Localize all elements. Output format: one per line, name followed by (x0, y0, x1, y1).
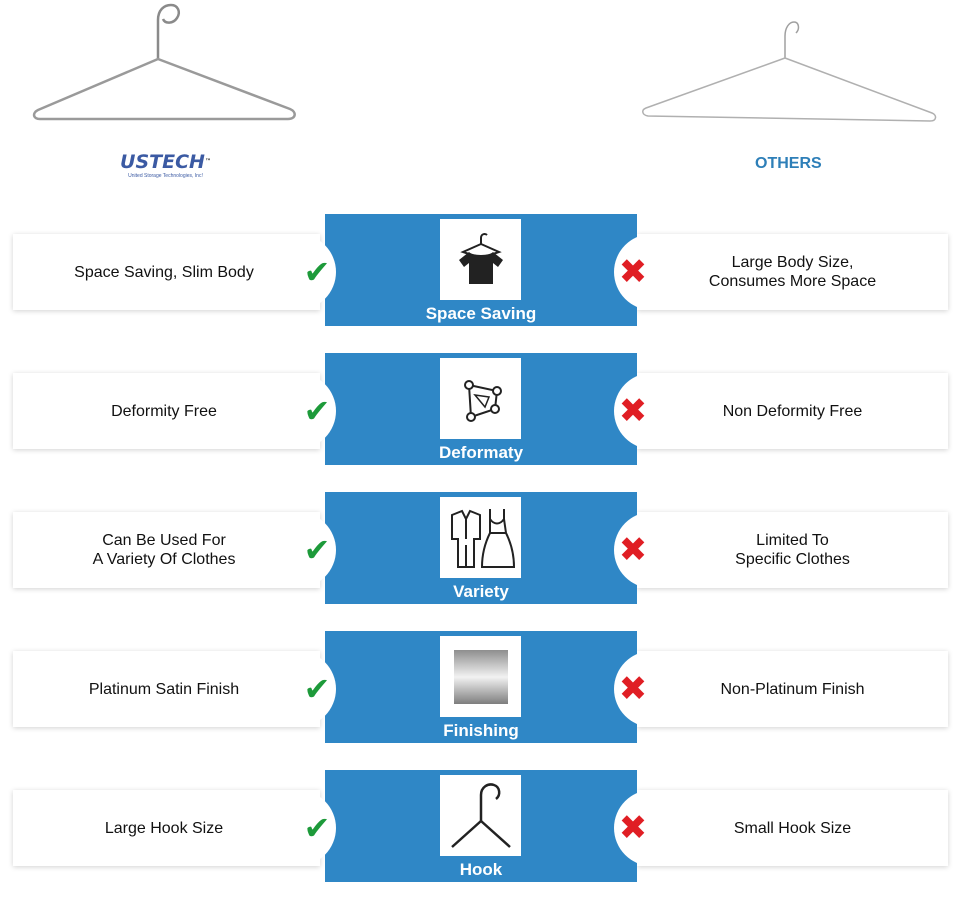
trademark-symbol: ™ (204, 158, 211, 165)
others-feature-text: Large Body Size, Consumes More Space (708, 254, 877, 290)
others-feature-card (637, 651, 948, 727)
cross-icon: ✖ (618, 392, 648, 430)
ustech-feature-text: Space Saving, Slim Body (74, 263, 254, 281)
others-label: OTHERS (755, 155, 822, 172)
comparison-row (0, 631, 960, 743)
ustech-feature-text: Can Be Used For A Variety Of Clothes (92, 532, 236, 568)
category-panel (325, 492, 637, 604)
suit-and-dress-icon (440, 497, 521, 578)
check-icon: ✔ (303, 810, 331, 846)
ustech-feature-card (13, 651, 320, 727)
check-icon: ✔ (303, 532, 331, 568)
category-label: Finishing (443, 721, 519, 740)
comparison-row (0, 353, 960, 465)
category-label: Hook (459, 860, 503, 879)
ustech-feature-card (13, 373, 320, 449)
brand-logo-text: USTECH (120, 151, 205, 173)
others-feature-card (637, 373, 948, 449)
others-feature-text: Limited To Specific Clothes (735, 532, 850, 568)
brand-subtitle: United Storage Technologies, Inc! (128, 173, 203, 179)
ustech-logo (108, 152, 223, 179)
shirt-on-hanger-icon (440, 219, 521, 300)
category-panel (325, 353, 637, 465)
category-label: Space Saving (425, 304, 537, 323)
others-feature-card (637, 234, 948, 310)
category-label: Deformaty (438, 443, 524, 462)
ustech-hanger-image (30, 2, 300, 124)
cross-icon: ✖ (618, 670, 648, 708)
others-feature-text: Non-Platinum Finish (720, 680, 865, 698)
comparison-row (0, 492, 960, 604)
category-label: Variety (453, 582, 509, 601)
cross-icon: ✖ (618, 809, 648, 847)
deformity-polygon-icon (440, 358, 521, 439)
comparison-row (0, 214, 960, 326)
check-icon: ✔ (303, 254, 331, 290)
others-feature-card (637, 512, 948, 588)
cross-icon: ✖ (618, 253, 648, 291)
check-icon: ✔ (303, 393, 331, 429)
ustech-feature-card (13, 512, 320, 588)
check-icon: ✔ (303, 671, 331, 707)
ustech-feature-card (13, 234, 320, 310)
satin-finish-swatch-icon (440, 636, 521, 717)
category-panel (325, 770, 637, 882)
ustech-feature-card (13, 790, 320, 866)
hook-icon (440, 775, 521, 856)
cross-icon: ✖ (618, 531, 648, 569)
others-feature-text: Non Deformity Free (722, 402, 863, 420)
ustech-feature-text: Deformity Free (111, 402, 217, 420)
comparison-row (0, 770, 960, 882)
ustech-feature-text: Platinum Satin Finish (88, 680, 240, 698)
others-feature-card (637, 790, 948, 866)
others-hanger-image (640, 18, 940, 128)
category-panel (325, 214, 637, 326)
others-feature-text: Small Hook Size (733, 819, 852, 837)
ustech-feature-text: Large Hook Size (104, 819, 224, 837)
category-panel (325, 631, 637, 743)
